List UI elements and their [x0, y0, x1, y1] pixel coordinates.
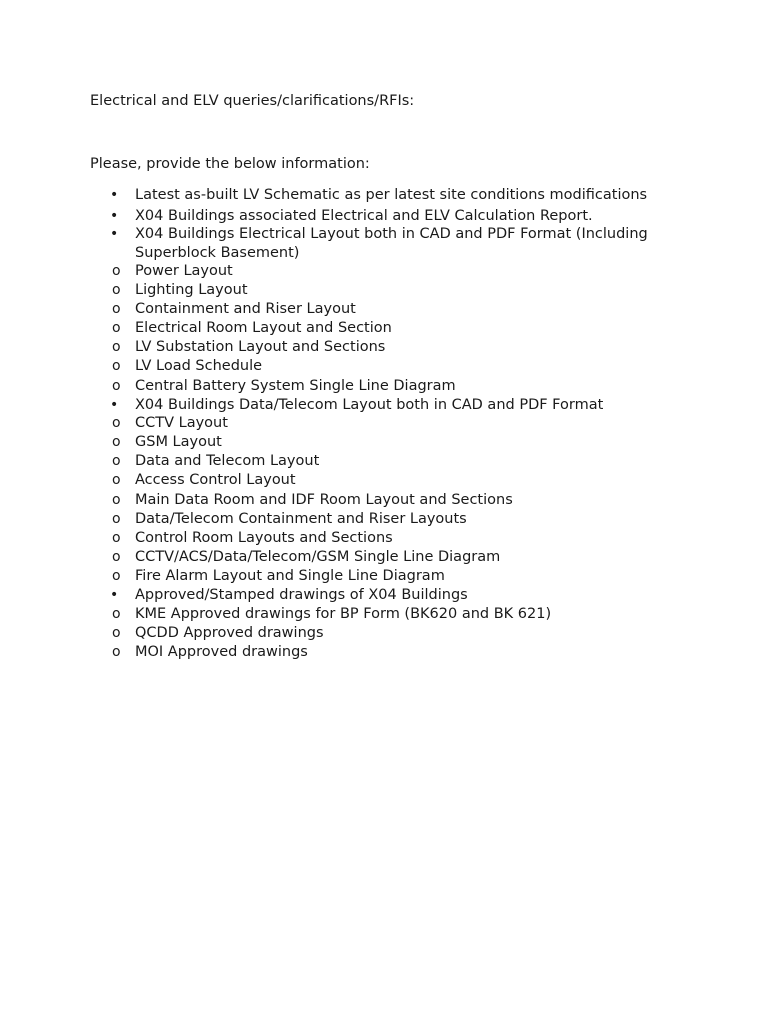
sub-list-item-label: Access Control Layout — [135, 472, 296, 489]
sub-list-item-label: Data/Telecom Containment and Riser Layouts — [135, 510, 467, 527]
sub-list-item — [90, 319, 690, 338]
list-item-label: Latest as-built LV Schematic as per latest site conditions modifications — [135, 187, 648, 203]
list-item — [90, 225, 690, 262]
circle-bullet-icon: o — [112, 510, 121, 527]
sub-list-item — [90, 452, 690, 471]
sub-list-item-label: Central Battery System Single Line Diagram — [135, 377, 456, 394]
sub-list-item — [90, 491, 690, 510]
sub-list-item — [90, 281, 690, 300]
sub-list — [90, 605, 690, 662]
circle-bullet-icon: o — [112, 548, 121, 565]
circle-bullet-icon: o — [112, 643, 121, 660]
circle-bullet-icon: o — [112, 377, 121, 394]
circle-bullet-icon: o — [112, 282, 121, 299]
bullet-icon: • — [110, 587, 119, 603]
sub-list-item-label: GSM Layout — [135, 434, 222, 451]
circle-bullet-icon: o — [112, 263, 121, 279]
circle-bullet-icon: o — [112, 358, 121, 375]
intro-text: Please, provide the below information: — [90, 156, 370, 172]
circle-bullet-icon: o — [112, 605, 121, 622]
sub-list-item-label: MOI Approved drawings — [135, 643, 308, 660]
sub-list-item-label: Main Data Room and IDF Room Layout and Sections — [135, 491, 513, 508]
sub-list-item-label: Power Layout — [135, 263, 233, 279]
list-item — [90, 207, 690, 226]
circle-bullet-icon: o — [112, 491, 121, 508]
circle-bullet-icon: o — [112, 529, 121, 546]
sub-list-item-label: Data and Telecom Layout — [135, 453, 320, 470]
list-item — [90, 186, 690, 205]
sub-list-item — [90, 338, 690, 357]
sub-list-item — [90, 529, 690, 548]
sub-list-item — [90, 643, 690, 662]
sub-list-item — [90, 300, 690, 319]
sub-list-item-label: KME Approved drawings for BP Form (BK620 and BK 621) — [135, 605, 552, 622]
circle-bullet-icon: o — [112, 624, 121, 641]
list-item-label: X04 Buildings Electrical Layout both in CAD and PDF Format (Including Superblock Basement) — [135, 226, 648, 261]
sub-list-item-label: LV Substation Layout and Sections — [135, 339, 386, 356]
sub-list-item-label: Electrical Room Layout and Section — [135, 320, 392, 337]
sub-list-item — [90, 414, 690, 433]
sub-list-item — [90, 262, 690, 281]
circle-bullet-icon: o — [112, 472, 121, 489]
sub-list — [90, 262, 690, 396]
request-list — [90, 186, 690, 662]
list-item-label: X04 Buildings Data/Telecom Layout both in CAD and PDF Format — [135, 396, 604, 413]
bullet-icon: • — [110, 396, 119, 413]
circle-bullet-icon: o — [112, 301, 121, 318]
sub-list-item — [90, 567, 690, 586]
document-heading: Electrical and ELV queries/clarifications/RFIs: — [90, 93, 415, 109]
circle-bullet-icon: o — [112, 567, 121, 584]
circle-bullet-icon: o — [112, 415, 121, 432]
sub-list-item — [90, 510, 690, 529]
sub-list-item — [90, 433, 690, 452]
sub-list-item — [90, 377, 690, 396]
sub-list-item-label: Control Room Layouts and Sections — [135, 529, 393, 546]
list-item — [90, 586, 690, 605]
circle-bullet-icon: o — [112, 453, 121, 470]
sub-list-item-label: CCTV/ACS/Data/Telecom/GSM Single Line Diagram — [135, 548, 501, 565]
list-item-label: Approved/Stamped drawings of X04 Buildings — [135, 587, 468, 603]
sub-list-item-label: Containment and Riser Layout — [135, 301, 356, 318]
sub-list-item-label: LV Load Schedule — [135, 358, 263, 375]
circle-bullet-icon: o — [112, 339, 121, 356]
bullet-icon: • — [110, 187, 119, 203]
list-item-label: X04 Buildings associated Electrical and ELV Calculation Report. — [135, 207, 593, 224]
sub-list-item — [90, 471, 690, 490]
bullet-icon: • — [110, 226, 119, 242]
sub-list-item — [90, 548, 690, 567]
sub-list-item — [90, 357, 690, 376]
sub-list-item — [90, 624, 690, 643]
sub-list-item-label: Fire Alarm Layout and Single Line Diagram — [135, 567, 445, 584]
sub-list-item-label: QCDD Approved drawings — [135, 624, 324, 641]
circle-bullet-icon: o — [112, 434, 121, 451]
bullet-icon: • — [110, 207, 119, 224]
list-item — [90, 396, 690, 415]
sub-list-item — [90, 605, 690, 624]
sub-list-item-label: Lighting Layout — [135, 282, 248, 299]
circle-bullet-icon: o — [112, 320, 121, 337]
sub-list-item-label: CCTV Layout — [135, 415, 228, 432]
sub-list — [90, 414, 690, 586]
